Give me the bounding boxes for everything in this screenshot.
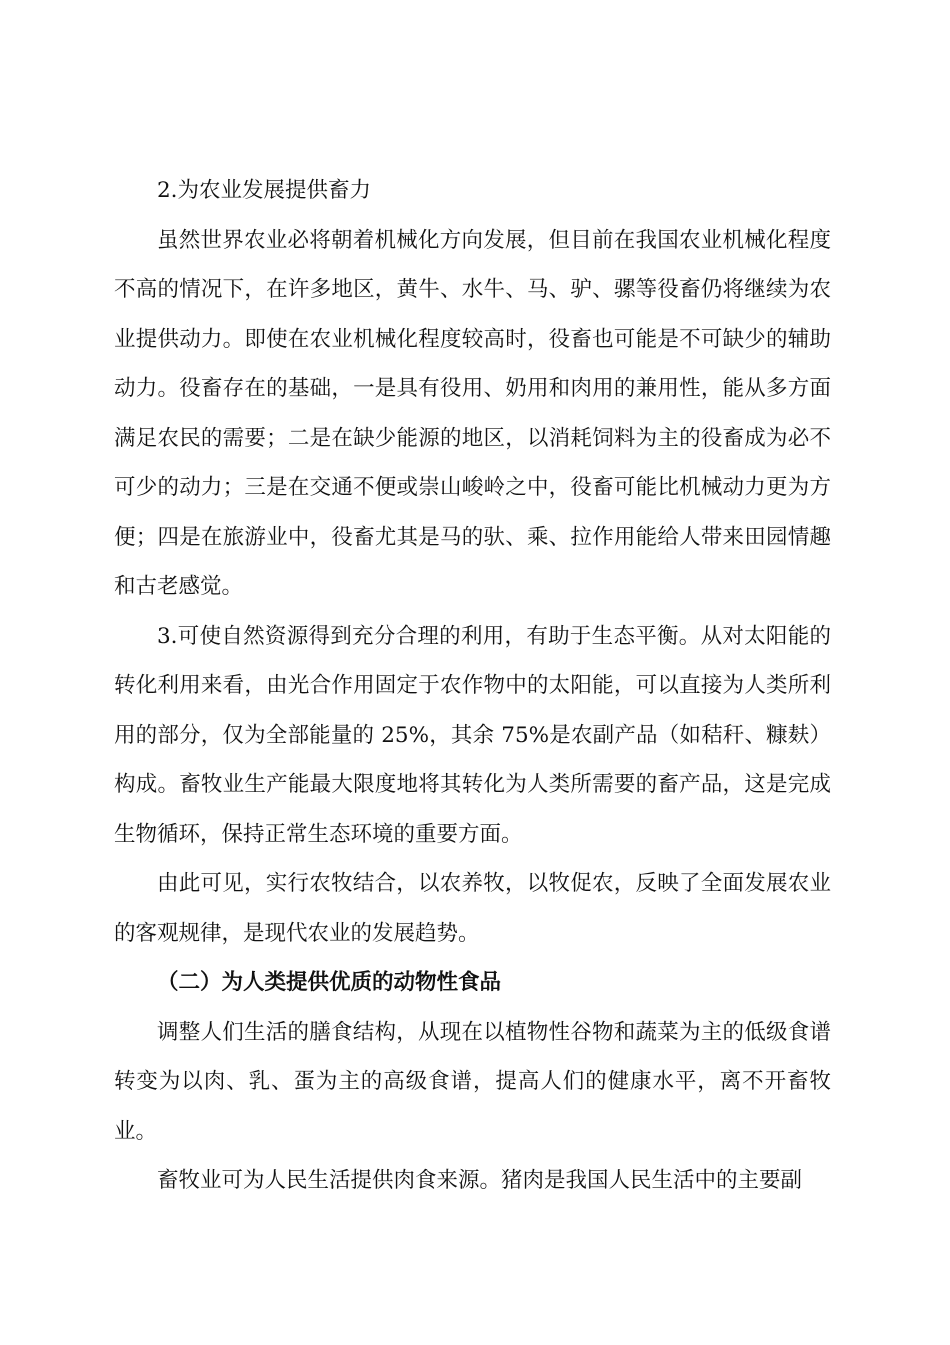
paragraph-diet-structure: 调整人们生活的膳食结构，从现在以植物性谷物和蔬菜为主的低级食谱转变为以肉、乳、蛋为主的高级食谱，提高人们的健康水平，离不开畜牧业。 — [114, 1019, 831, 1144]
paragraph-natural-resources: 3.可使自然资源得到充分合理的利用，有助于生态平衡。从对太阳能的转化利用来看，由光合作用固定于农作物中的太阳能，可以直接为人类所利用的部分，仅为全部能量的 25%，其余 75%是农副产品（如秸秆、糠麸）构成。畜牧业生产能最大限度地将其转化为人类所需要的畜产品，这是完成生物循环，保持正常生态环境的重要方面。 — [114, 623, 831, 847]
paragraph-conclusion: 由此可见，实行农牧结合，以农养牧，以牧促农，反映了全面发展农业的客观规律，是现代农业的发展趋势。 — [114, 871, 831, 946]
paragraph-draft-animals: 虽然世界农业必将朝着机械化方向发展，但目前在我国农业机械化程度不高的情况下，在许多地区，黄牛、水牛、马、驴、骡等役畜仍将继续为农业提供动力。即使在农业机械化程度较高时，役畜也可能是不可缺少的辅助动力。役畜存在的基础，一是具有役用、奶用和肉用的兼用性，能从多方面满足农民的需要；二是在缺少能源的地区，以消耗饲料为主的役畜成为必不可少的动力；三是在交通不便或崇山峻岭之中，役畜可能比机械动力更为方便；四是在旅游业中，役畜尤其是马的驮、乘、拉作用能给人带来田园情趣和古老感觉。 — [114, 227, 831, 599]
paragraph-meat-source: 畜牧业可为人民生活提供肉食来源。猪肉是我国人民生活中的主要副 — [157, 1168, 803, 1193]
section-subheading-2: 2.为农业发展提供畜力 — [157, 178, 372, 203]
section-heading-animal-food: （二）为人类提供优质的动物性食品 — [157, 970, 502, 995]
document-body — [114, 166, 831, 1206]
